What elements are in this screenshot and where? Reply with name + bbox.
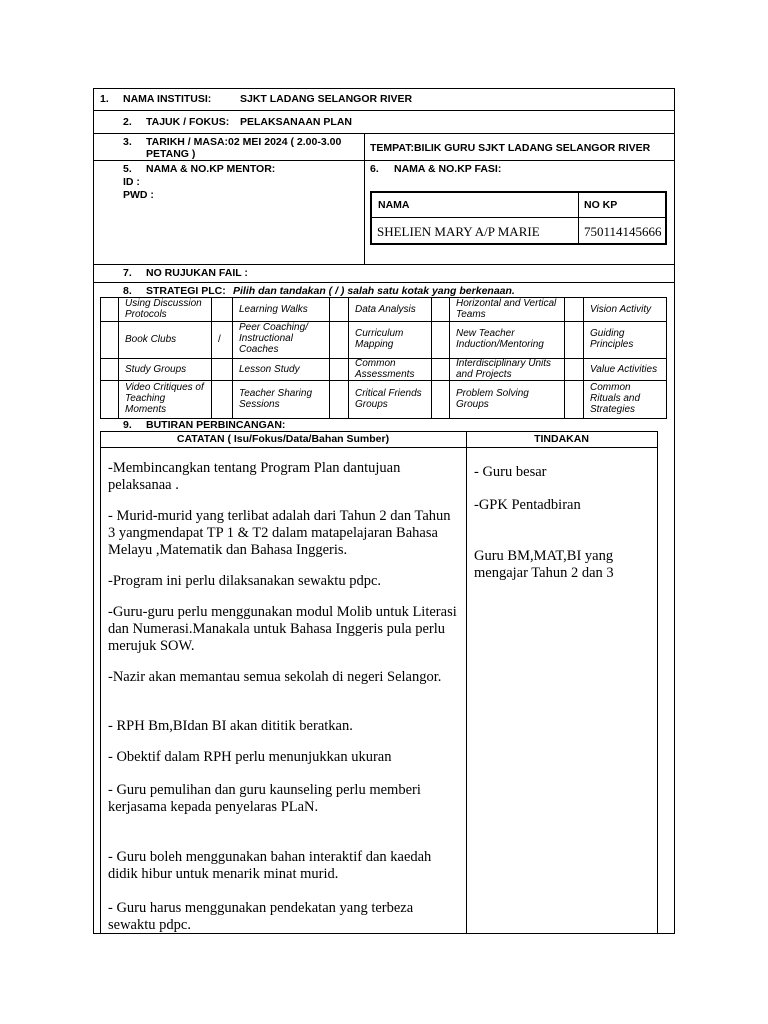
no-rujukan-label: NO RUJUKAN FAIL :	[146, 267, 248, 279]
action-item: -GPK Pentadbiran	[474, 497, 581, 513]
strategy-horizontal-vertical-teams: Horizontal and Vertical Teams	[456, 298, 557, 320]
row-number: 3.	[123, 136, 132, 148]
strategi-instruction: Pilih dan tandakan ( / ) salah satu kotak yang berkenaan.	[233, 285, 515, 297]
note-item: - Guru harus menggunakan pendekatan yang terbeza sewaktu pdpc.	[108, 900, 414, 933]
note-item: - Guru pemulihan dan guru kaunseling perlu memberi kerjasama kepada penyelaras PLaN.	[108, 782, 421, 815]
note-item: -Guru-guru perlu menggunakan modul Molib untuk Literasi dan Numerasi.Manakala untuk Bahasa Inggeris pula perlu merujuk SOW.	[108, 604, 457, 654]
row-number: 5.	[123, 163, 132, 175]
strategy-selected-mark: /	[218, 334, 221, 345]
strategy-common-rituals: Common Rituals and Strategies	[590, 382, 641, 415]
row-number: 6.	[370, 163, 379, 175]
strategy-study-groups: Study Groups	[125, 364, 187, 375]
pwd-label: PWD :	[123, 189, 154, 201]
nama-institusi-label: NAMA INSTITUSI:	[123, 93, 212, 105]
fasi-header-nokp: NO KP	[584, 199, 618, 211]
note-item: - Obektif dalam RPH perlu menunjukkan ukuran	[108, 749, 392, 765]
strategy-curriculum-mapping: Curriculum Mapping	[355, 328, 404, 350]
strategy-common-assessments: Common Assessments	[355, 358, 415, 380]
strategy-guiding-principles: Guiding Principles	[590, 328, 634, 350]
fasi-label: NAMA & NO.KP FASI:	[394, 163, 502, 175]
strategy-video-critiques: Video Critiques of Teaching Moments	[125, 382, 204, 415]
butiran-label: BUTIRAN PERBINCANGAN:	[146, 419, 286, 431]
tajuk-label: TAJUK / FOKUS:	[146, 116, 230, 128]
strategy-interdisciplinary-units: Interdisciplinary Units and Projects	[456, 358, 552, 380]
tempat-label: TEMPAT:BILIK GURU SJKT LADANG SELANGOR RIVER	[370, 142, 651, 154]
note-item: - Murid-murid yang terlibat adalah dari Tahun 2 dan Tahun 3 yangmendapat TP 1 & T2 dalam matapelajaran Bahasa Melayu ,Matematik dan Bahasa Inggeris.	[108, 508, 451, 558]
note-item: -Membincangkan tentang Program Plan dantujuan pelaksanaa .	[108, 460, 401, 493]
strategy-new-teacher-induction: New Teacher Induction/Mentoring	[456, 328, 544, 350]
strategi-label: STRATEGI PLC:	[146, 285, 226, 297]
note-item: -Program ini perlu dilaksanakan sewaktu pdpc.	[108, 573, 382, 589]
row-number: 2.	[123, 116, 132, 128]
catatan-header: CATATAN ( Isu/Fokus/Data/Bahan Sumber)	[176, 433, 390, 445]
fasi-nama-value: SHELIEN MARY A/P MARIE	[377, 224, 540, 239]
tindakan-header: TINDAKAN	[534, 433, 589, 445]
strategy-critical-friends-groups: Critical Friends Groups	[355, 388, 422, 410]
strategy-using-discussion-protocols: Using Discussion Protocols	[125, 298, 202, 320]
tajuk-value: PELAKSANAAN PLAN	[240, 116, 353, 128]
strategy-peer-coaching: Peer Coaching/ Instructional Coaches	[239, 322, 308, 355]
strategy-learning-walks: Learning Walks	[239, 304, 308, 315]
strategy-vision-activity: Vision Activity	[590, 304, 652, 315]
row-number: 8.	[123, 285, 132, 297]
action-item: - Guru besar	[474, 464, 547, 480]
tarikh-masa-line2: PETANG )	[146, 148, 196, 160]
fasi-header-nama: NAMA	[378, 199, 410, 211]
strategy-book-clubs: Book Clubs	[125, 334, 177, 345]
action-item: Guru BM,MAT,BI yang mengajar Tahun 2 dan 3	[474, 548, 614, 581]
nama-institusi-value: SJKT LADANG SELANGOR RIVER	[240, 93, 413, 105]
note-item: - Guru boleh menggunakan bahan interaktif dan kaedah didik hibur untuk menarik minat murid.	[108, 849, 432, 882]
fasi-nokp-value: 750114145666	[584, 224, 662, 239]
row-number: 1.	[100, 93, 109, 105]
note-item: -Nazir akan memantau semua sekolah di negeri Selangor.	[108, 669, 442, 685]
note-item: - RPH Bm,BIdan BI akan dititik beratkan.	[108, 718, 353, 734]
mentor-label: NAMA & NO.KP MENTOR:	[146, 163, 276, 175]
strategy-problem-solving-groups: Problem Solving Groups	[456, 388, 529, 410]
id-label: ID :	[123, 176, 140, 188]
tarikh-masa-line1: TARIKH / MASA:02 MEI 2024 ( 2.00-3.00	[146, 136, 342, 148]
row-number: 7.	[123, 267, 132, 279]
strategy-data-analysis: Data Analysis	[355, 304, 416, 315]
strategy-lesson-study: Lesson Study	[239, 364, 300, 375]
strategy-value-activities: Value Activities	[590, 364, 658, 375]
strategy-teacher-sharing-sessions: Teacher Sharing Sessions	[239, 388, 313, 410]
row-number: 9.	[123, 419, 132, 431]
